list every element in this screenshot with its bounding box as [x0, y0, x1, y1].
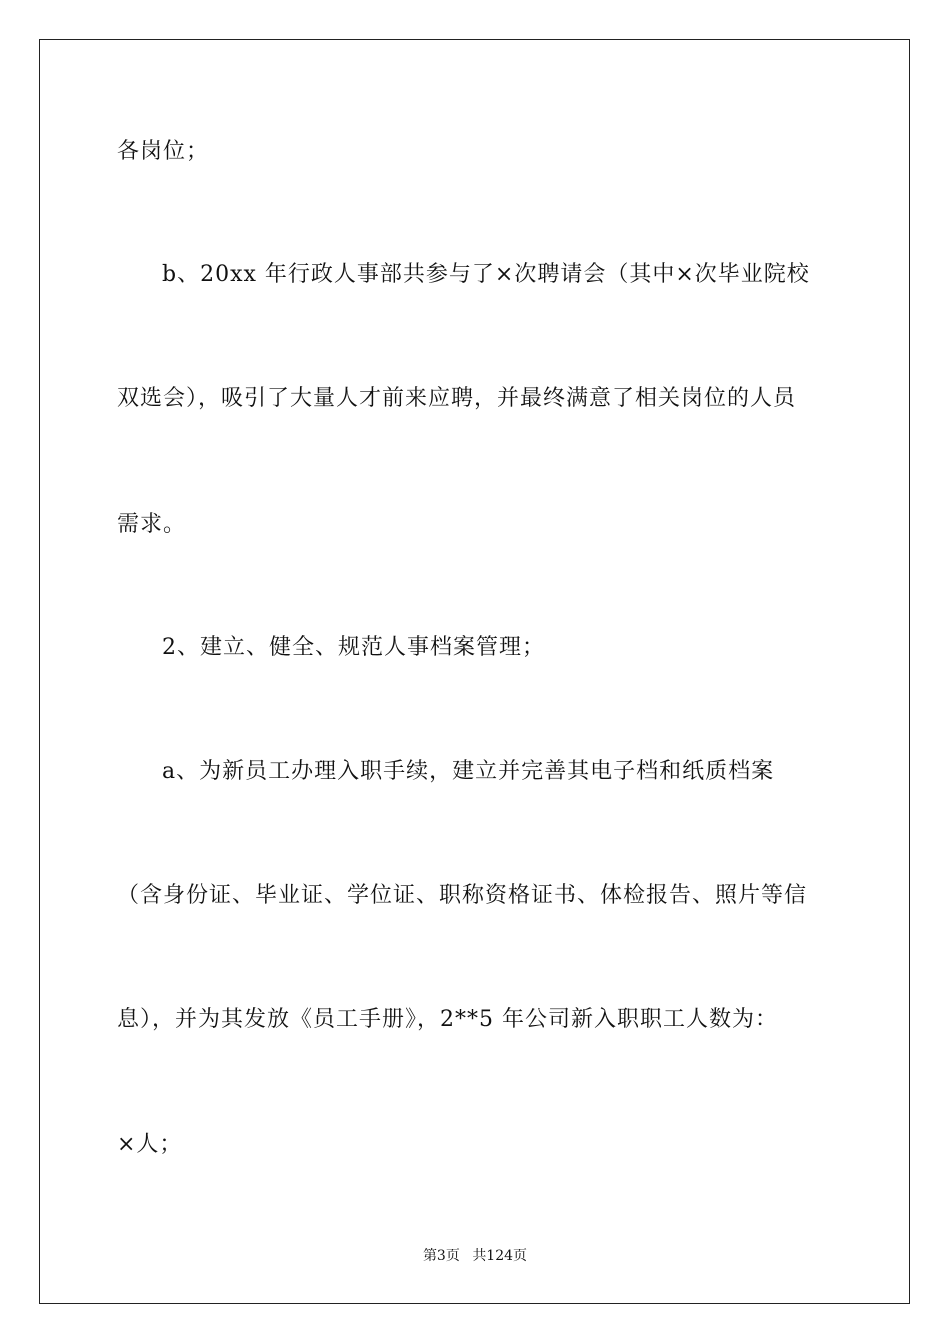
text-line-1: 各岗位；: [117, 139, 210, 164]
page-number: 第3页: [422, 1248, 460, 1264]
text-line-6: a、为新员工办理入职手续，建立并完善其电子档和纸质档案: [162, 759, 775, 784]
text-line-5: 2、建立、健全、规范人事档案管理；: [162, 635, 545, 660]
text-line-2: b、20xx 年行政人事部共参与了×次聘请会（其中×次毕业院校: [162, 262, 810, 287]
total-pages: 共124页: [472, 1248, 528, 1264]
page-border: [39, 39, 910, 1304]
text-line-9: ×人；: [117, 1132, 183, 1157]
text-line-3: 双选会），吸引了大量人才前来应聘，并最终满意了相关岗位的人员: [117, 386, 797, 411]
text-line-4: 需求。: [117, 512, 187, 537]
text-line-7: （含身份证、毕业证、学位证、职称资格证书、体检报告、照片等信: [117, 883, 808, 908]
text-line-8: 息），并为其发放《员工手册》，2**5 年公司新入职职工人数为：: [117, 1007, 778, 1032]
page-footer: [0, 1247, 950, 1265]
